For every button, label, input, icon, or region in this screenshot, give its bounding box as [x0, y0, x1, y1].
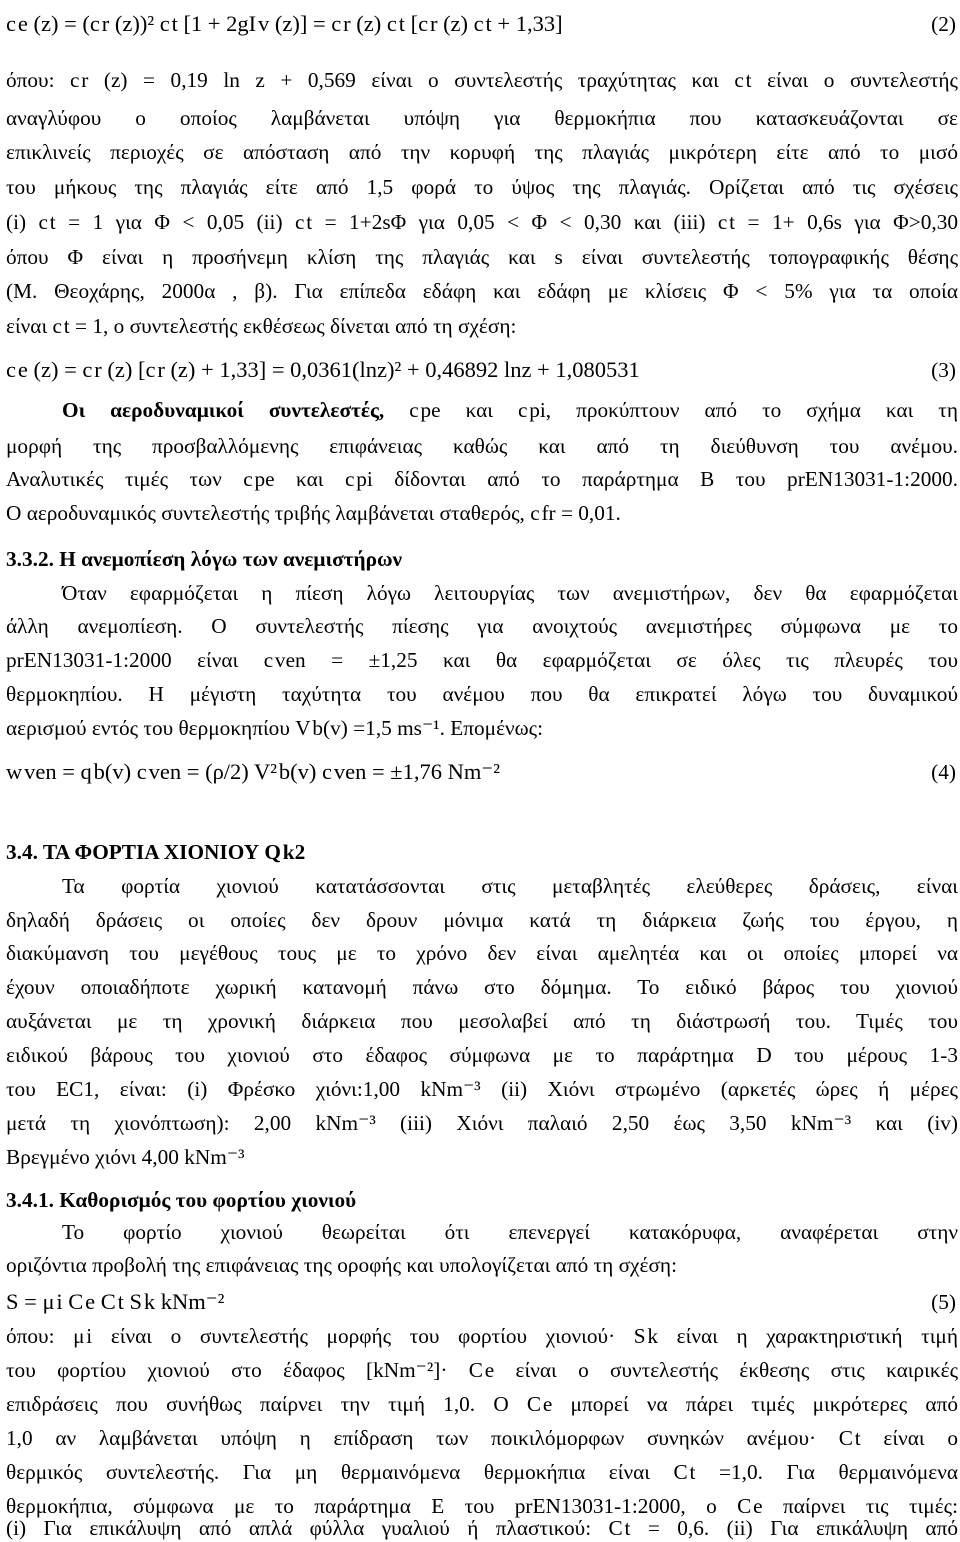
text-line: του EC1, είναι: (i) Φρέσκο χιόνι:1,00 kNm⁻³ (ii) Χιόνι στρωμένο (αρκετές ώρες ή μέρες [6, 1077, 958, 1101]
text-line: επικλινείς περιοχές σε απόσταση από την κορυφή της πλαγιάς μικρότερη είτε από το μισό [6, 140, 958, 164]
text-line: prEN13031-1:2000 είναι c ven = ±1,25 και θα εφαρμόζεται σε όλες τις πλευρές του [6, 648, 958, 672]
text-line: αναγλύφου ο οποίος λαμβάνεται υπόψη για θερμοκήπια που κατασκευάζονται σε [6, 106, 958, 130]
text-line: όπου: μ i είναι ο συντελεστής μορφής του φορτίου χιονιού· S k είναι η χαρακτηριστική τιμή [6, 1324, 958, 1348]
text-line: είναι c t = 1, ο συντελεστής εκθέσεως δίνεται από τη σχέση: [6, 314, 517, 338]
text-line: όπου: c r (z) = 0,19 ln z + 0,569 είναι ο συντελεστής τραχύτητας και c t είναι ο συντελεστής [6, 68, 958, 92]
equation-3-number: (3) [931, 358, 956, 382]
text-line: αυξάνεται με τη χρονική διάρκεια που μεσολαβεί από τη διάστρωσή του. Τιμές του [6, 1009, 958, 1033]
text-line: θερμοκηπίου. Η μέγιστη ταχύτητα του ανέμου που θα επικρατεί λόγω του δυναμικού [6, 682, 958, 706]
text-line: θερμοκήπια, σύμφωνα με το παράρτημα Ε του prEN13031-1:2000, ο C e παίρνει τις τιμές: [6, 1494, 958, 1518]
text-line: έχουν οποιαδήποτε χωρική κατανομή πάνω στο δόμημα. Το ειδικό βάρος του χιονιού [6, 975, 958, 999]
text-line: (i) c t = 1 για Φ < 0,05 (ii) c t = 1+2sΦ για 0,05 < Φ < 0,30 και (iii) c t = 1+ 0,6s για Φ>0,30 [6, 210, 958, 234]
heading-3-4: 3.4. ΤΑ ΦΟΡΤΙΑ ΧΙΟΝΙΟΥ Q k2 [6, 840, 306, 864]
equation-4 [6, 760, 958, 784]
text-line: Βρεγμένο χιόνι 4,00 kNm⁻³ [6, 1145, 245, 1169]
equation-3 [6, 358, 958, 382]
bold-lead: Οι αεροδυναμικοί συντελεστές, [62, 398, 385, 422]
equation-2-formula: c e (z) = (c r (z))² c t [1 + 2gI v (z)] = c r (z) c t [c r (z) c t + 1,33] [6, 11, 563, 36]
heading-3-3-2: 3.3.2. Η ανεμοπίεση λόγω των ανεμιστήρων [6, 547, 403, 571]
heading-3-4-1: 3.4.1. Καθορισμός του φορτίου χιονιού [6, 1188, 357, 1212]
text-line: Αναλυτικές τιμές των c pe και c pi δίδονται από το παράρτημα Β του prEN13031-1:2000. [6, 467, 958, 491]
equation-5 [6, 1290, 958, 1314]
equation-5-number: (5) [931, 1290, 956, 1314]
text-line: μετά τη χιονόπτωση): 2,00 kNm⁻³ (iii) Χιόνι παλαιό 2,50 έως 3,50 kNm⁻³ και (iv) [6, 1111, 958, 1135]
text-line: άλλη ανεμοπίεση. Ο συντελεστής πίεσης για ανοιχτούς ανεμιστήρες σύμφωνα με το [6, 614, 958, 638]
equation-4-formula: w ven = q b(v) c ven = (ρ/2) V² b(v) c ven = ±1,76 Nm⁻² [6, 759, 501, 784]
text-line: διακύμανση του μεγέθους τους με το χρόνο δεν είναι αμελητέα και οι οποίες μπορεί να [6, 941, 958, 965]
text-line: (i) Για επικάλυψη από απλά φύλλα γυαλιού ή πλαστικού: C t = 0,6. (ii) Για επικάλυψη από [6, 1516, 958, 1540]
equation-4-number: (4) [931, 760, 956, 784]
text-line: μορφή της προσβαλλόμενης επιφάνειας καθώς και από τη διεύθυνση του ανέμου. [6, 434, 958, 458]
equation-5-formula: S = μ i C e C t S k kNm⁻² [6, 1289, 225, 1314]
text-line: δηλαδή δράσεις οι οποίες δεν δρουν μόνιμα κατά τη διάρκεια ζωής του έργου, η [6, 908, 958, 932]
text-line: θερμικός συντελεστής. Για μη θερμαινόμενα θερμοκήπια είναι C t =1,0. Για θερμαινόμενα [6, 1460, 958, 1484]
equation-2-number: (2) [931, 12, 956, 36]
text-line: όπου Φ είναι η προσήνεμη κλίση της πλαγιάς και s είναι συντελεστής τοπογραφικής θέσης [6, 245, 958, 269]
equation-3-formula: c e (z) = c r (z) [c r (z) + 1,33] = 0,0361(lnz)² + 0,46892 lnz + 1,080531 [6, 357, 640, 382]
text-line: οριζόντια προβολή της επιφάνειας της οροφής και υπολογίζεται από τη σχέση: [6, 1253, 677, 1277]
equation-2 [6, 12, 958, 36]
text-line: Οι αεροδυναμικοί συντελεστές, c pe και c pi, προκύπτουν από το σχήμα και τη [62, 398, 959, 422]
text-line: αερισμού εντός του θερμοκηπίου V b(v) =1,5 ms⁻¹. Επομένως: [6, 716, 544, 740]
text-line: Όταν εφαρμόζεται η πίεση λόγω λειτουργίας των ανεμιστήρων, δεν θα εφαρμόζεται [62, 581, 958, 605]
text-line: Τα φορτία χιονιού κατατάσσονται στις μεταβλητές ελεύθερες δράσεις, είναι [62, 874, 958, 898]
text-line: 1,0 αν λαμβάνεται υπόψη η επίδραση των ποικιλόμορφων συνηκών ανέμου· C t είναι ο [6, 1426, 958, 1450]
text-line: του μήκους της πλαγιάς είτε από 1,5 φορά το ύψος της πλαγιάς. Ορίζεται από τις σχέσεις [6, 175, 958, 199]
text-line: (Μ. Θεοχάρης, 2000α , β). Για επίπεδα εδάφη και εδάφη με κλίσεις Φ < 5% για τα οποία [6, 279, 958, 303]
text-line: Το φορτίο χιονιού θεωρείται ότι επενεργεί κατακόρυφα, αναφέρεται στην [62, 1220, 958, 1244]
text-line: επιδράσεις που συνήθως παίρνει την τιμή 1,0. Ο C e μπορεί να πάρει τιμές μικρότερες από [6, 1392, 958, 1416]
text-line: Ο αεροδυναμικός συντελεστής τριβής λαμβάνεται σταθερός, c fr = 0,01. [6, 501, 621, 525]
text-line: του φορτίου χιονιού στο έδαφος [kNm⁻²]· C e είναι ο συντελεστής έκθεσης στις καιρικές [6, 1358, 958, 1382]
text-line: ειδικού βάρους του χιονιού στο έδαφος σύμφωνα με το παράρτημα D του μέρους 1-3 [6, 1043, 958, 1067]
